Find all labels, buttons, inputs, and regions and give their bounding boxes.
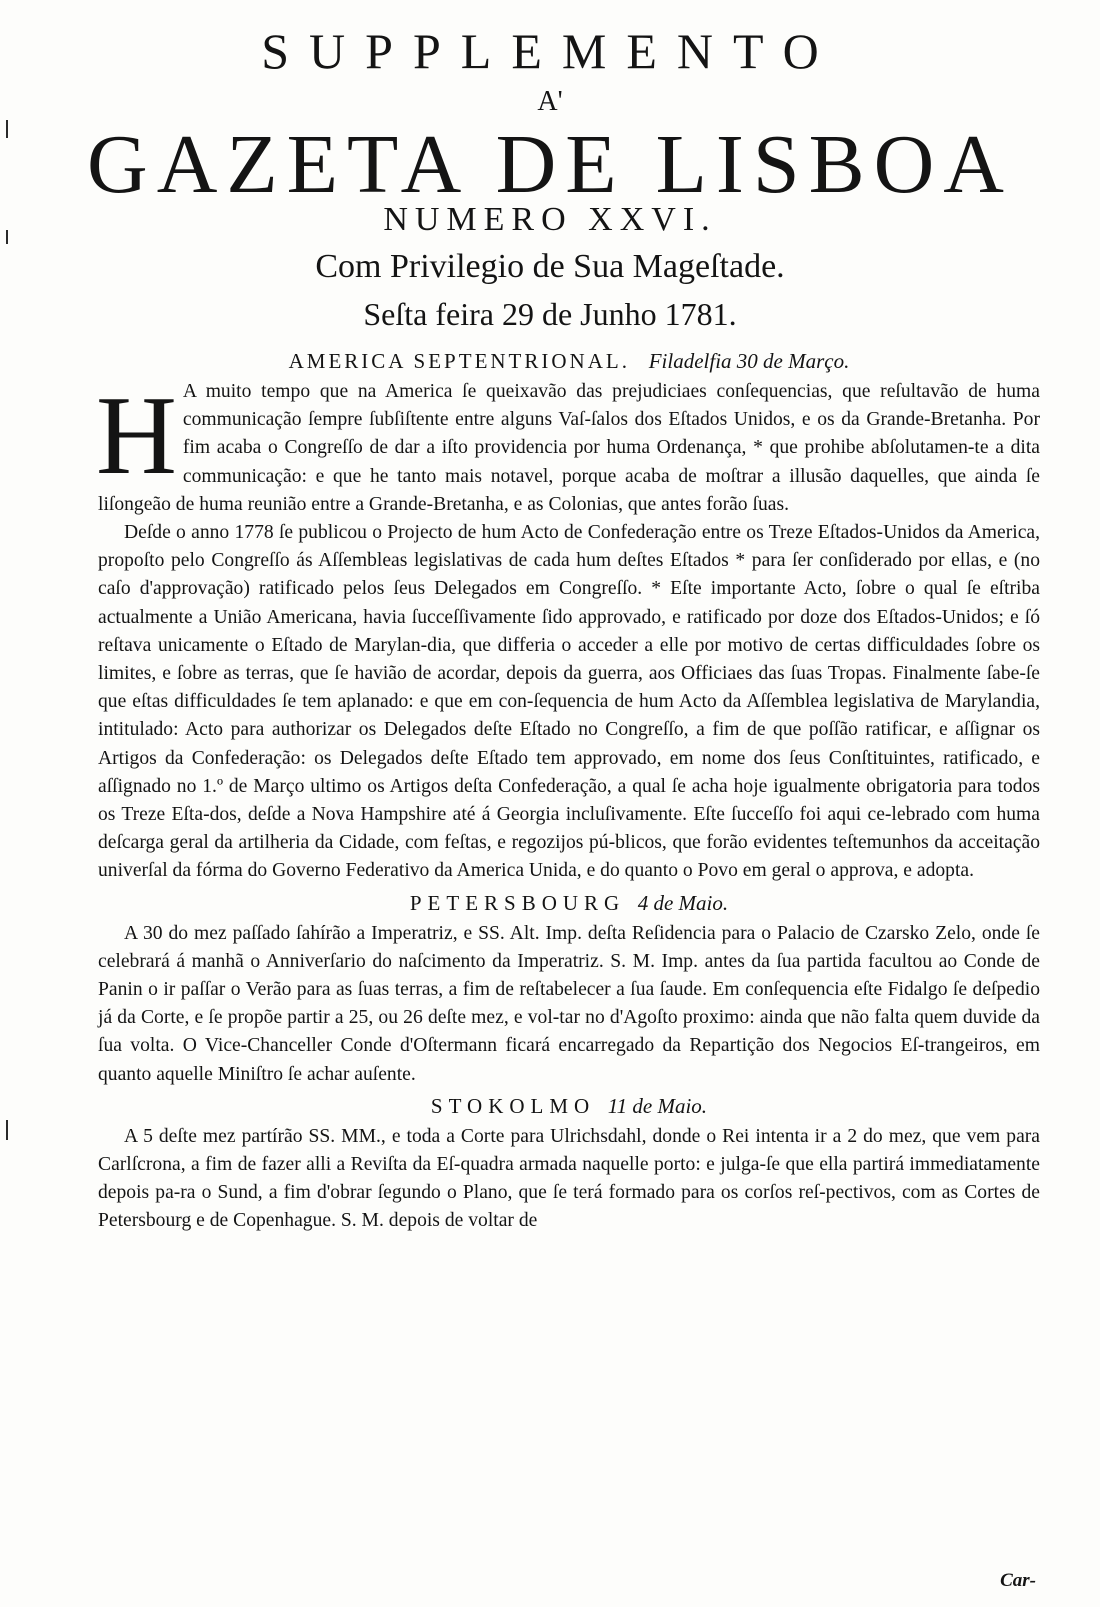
issue-number: NUMERO XXVI.	[383, 201, 717, 238]
drop-cap: H	[96, 374, 177, 498]
issue-date: Seſta feira 29 de Junho 1781.	[363, 296, 737, 332]
section-place: PETERSBOURG	[409, 890, 626, 915]
privilege-line: Com Privilegio de Sua Mageſtade.	[315, 248, 785, 285]
article-paragraph	[96, 374, 1040, 519]
article-paragraph: Deſde o anno 1778 ſe publicou o Projecto de hum Acto de Confederação entre os Treze Eſtados-Unidos da America, propoſto pelo Congreſſo ás Aſſembleas legislativas de cada hum deſtes Eſtados * para ſer conſiderado por ellas, e (no caſo d'approvação) ratificado pelos ſeus Delegados em Congreſſo. * Eſte importante Acto, ſobre o qual ſe eſtriba actualmente a União Americana, havia ſucceſſivamente ſido approvado, e ratificado por doze dos Eſtados-Unidos; e ſó reſtava unicamente o Eſtado de Marylan-dia, que differia o acceder a elle por motivo de certas difficuldades ſobre os limites, e ſobre as terras, que ſe havião de acordar, depois da guerra, aos Officiaes das ſuas Tropas. Finalmente ſabe-ſe que eſtas difficuldades ſe tem aplanado: e que em con-ſequencia de hum Acto da Aſſemblea legislativa de Marylandia, intitulado: Acto para authorizar os Delegados deſte Eſtado no Congreſſo, a fim de que poſſão ratificar, e aſſignar os Artigos da Confederação: os Delegados deſte Eſtado tem approvado, em nome dos ſeus Conſtituintes, ratificado, e aſſignado no 1.º de Março ultimo os Artigos deſta Confederação, a qual ſe acha hoje igualmente obrigatoria para todos os Treze Eſta-dos, deſde a Nova Hampshire até á Georgia incluſivamente. Eſte ſucceſſo foi aqui ce-lebrado com huma deſcarga geral da artilheria da Cidade, com feſtas, e regozijos pú-blicos, que forão evidentes teſtemunhos da acceitação univerſal da fórma do Governo Federativo da America Unida, e do quanto o Povo em geral o approva, e adopta.	[98, 522, 1040, 882]
section-heading-petersbourg	[98, 886, 1040, 920]
section-dateline: 11 de Maio.	[607, 1093, 708, 1118]
article-body	[98, 344, 1040, 1236]
article-paragraph: A 5 deſte mez partírão SS. MM., e toda a Corte para Ulrichsdahl, donde o Rei intenta ir a 2 do mez, que vem para Carlſcrona, a fim de fazer alli a Reviſta da Eſ-quadra armada naquelle porto: e julga-ſe que ella partirá immediatamente depois pa-ra o Sund, a fim d'obrar ſegundo o Plano, que ſe terá formado para os corſos reſ-pectivos, com as Cortes de Petersbourg e de Copenhague. S. M. depois de voltar de	[98, 1125, 1040, 1232]
paragraph-text: A muito tempo que na America ſe queixavão das prejudiciaes conſequencias, que reſultavão de huma communicação ſempre ſubſiſtente entre alguns Vaſ-ſalos dos Eſtados Unidos, e os da Grande-Bretanha. Por fim acaba o Congreſſo de dar a iſto providencia por huma Ordenança, * que prohibe abſolutamen-te a dita communicação: e que he tanto mais notavel, porque acaba de moſtrar a illusão daquelles, que ainda ſe liſongeão de huma reunião entre a Grande-Bretanha, e as Colonias, que antes forão ſuas.	[98, 381, 1040, 515]
left-margin-mark	[6, 1120, 8, 1140]
a-heading: A'	[537, 86, 563, 117]
catchword: Car-	[1000, 1570, 1036, 1591]
section-dateline: 4 de Maio.	[637, 890, 729, 915]
gazeta-title: GAZETA DE LISBOA	[87, 118, 1013, 211]
article-paragraph: A 30 do mez paſſado ſahírão a Imperatriz, e SS. Alt. Imp. deſta Reſidencia para o Palacio de Czarsko Zelo, onde ſe celebrará á manhã o Anniverſario do naſcimento da Imperatriz. S. M. Imp. antes da ſua partida facultou ao Conde de Panin o ir paſſar o Verão para as ſuas terras, a fim de reſtabelecer a ſua ſaude. Em conſequencia eſte Fidalgo ſe deſpedio já da Corte, e ſe propõe partir a 25, ou 26 deſte mez, e vol-tar no d'Agoſto proximo: ainda que não falta quem duvide da ſua volta. O Vice-Chanceller Conde d'Oſtermann ficará encarregado da Repartição dos Negocios Eſ-trangeiros, em quanto aquelle Miniſtro ſe achar auſente.	[98, 922, 1040, 1085]
section-heading-america	[98, 344, 1040, 378]
section-place: STOKOLMO	[430, 1093, 596, 1118]
supplemento-heading: SUPPLEMENTO	[261, 23, 839, 79]
section-dateline: Filadelfia 30 de Março.	[648, 349, 850, 373]
section-heading-stokolmo	[98, 1089, 1040, 1123]
section-place: AMERICA SEPTENTRIONAL.	[288, 349, 630, 373]
